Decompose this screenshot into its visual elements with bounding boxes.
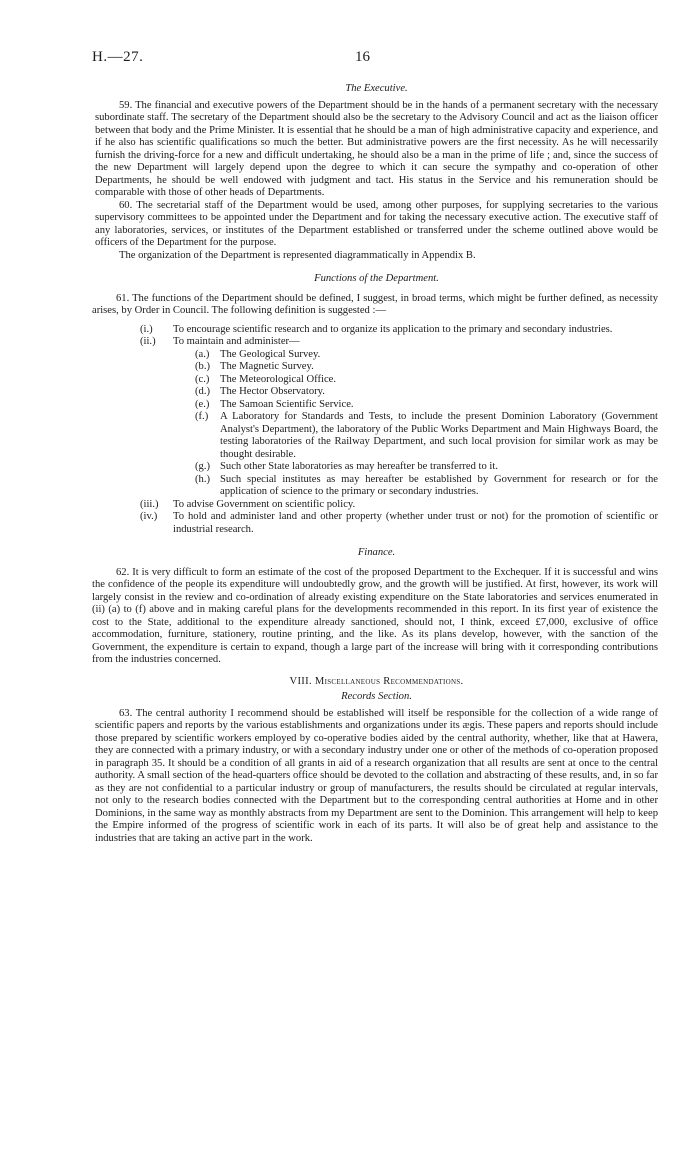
sub-list-item-text: Such other State laboratories as may hereafter be transferred to it. — [220, 461, 498, 472]
heading-records-section: Records Section. — [341, 691, 412, 702]
sub-list-item-text: The Geological Survey. — [220, 348, 321, 360]
paragraph-61: 61. The functions of the Department should be defined, I suggest, in broad terms, which might be further defined, as necessity arises, by Order in Council. The following definition is suggested :— — [92, 292, 658, 316]
sub-list-item — [195, 399, 658, 412]
sub-list-item-text: The Hector Observatory. — [220, 386, 325, 397]
list-item-text: To encourage scientific research and to organize its application to the primary and secondary industries. — [173, 323, 613, 335]
sub-list-item — [195, 411, 658, 461]
heading-executive: The Executive. — [345, 83, 408, 94]
list-item-text: To hold and administer land and other property (whether under trust or not) for the promotion of scientific or industrial research. — [173, 511, 658, 535]
page-number: 16 — [355, 49, 370, 65]
sub-list-item-text: Such special institutes as may hereafter be established by Government for research or for the application of science to the primary or secondary industries. — [220, 473, 658, 497]
section-title-text: Miscellaneous Recommendations. — [314, 675, 464, 687]
section-numeral: VIII. — [289, 675, 312, 687]
sub-list-item — [195, 361, 658, 374]
list-item-text: To advise Government on scientific policy. — [173, 498, 356, 510]
sub-list-item-label: (f.) — [195, 411, 209, 422]
sub-list-item — [195, 461, 658, 474]
sub-list-item-label: (b.) — [195, 361, 211, 372]
sub-list-item-text: The Meteorological Office. — [220, 373, 336, 385]
sub-list-item-label: (d.) — [195, 386, 211, 397]
paragraph-62: 62. It is very difficult to form an estimate of the cost of the proposed Department to the Exchequer. If it is successful and wins the confidence of the people its expenditure will undoubtedly grow, and the growth will be justified. At first, however, its work will largely consist in the review and co-ordination of already existing expenditure on the State laboratories and services enumerated in (ii) (a) to (f) above and in making careful plans for the developments recommended in this report. In its first year of existence the cost to the State, additional to the expenditure already sanctioned, should not, I think, exceed £7,000, exclusive of office accommodation, furniture, stationery, routine printing, and the like. As its plans develop, however, with the sanction of the Government, the expenditure is certain to expand, though a large part of the increase will bring with it corresponding contributions from the industries concerned. — [92, 566, 658, 665]
sub-list-item-text: The Samoan Scientific Service. — [220, 398, 354, 410]
list-item-label: (ii.) — [140, 336, 156, 347]
document-reference: H.—27. — [92, 49, 144, 65]
heading-finance: Finance. — [357, 547, 396, 558]
heading-functions: Functions of the Department. — [314, 273, 439, 284]
sub-list-item-label: (e.) — [195, 398, 210, 410]
list-item — [140, 499, 658, 512]
sub-list-item-text: A Laboratory for Standards and Tests, to include the present Dominion Laboratory (Government Analyst's Department), the laboratory of the Public Works Department and Main Highways Board, the testing laboratories of the Railway Department, and such local provision for similar work as may be thought desirable. — [220, 411, 658, 460]
page-body — [92, 83, 658, 845]
sub-list-item-text: The Magnetic Survey. — [220, 361, 314, 372]
sub-list-item-label: (g.) — [195, 461, 211, 472]
sub-list-item — [195, 374, 658, 387]
sub-list-item-label: (h.) — [195, 473, 211, 485]
sub-list-item — [195, 474, 658, 499]
paragraph-60: 60. The secretarial staff of the Department would be used, among other purposes, for supplying secretaries to the various supervisory committees to be appointed under the Department and for taking the necessary executive action. The executive staff of any laboratories, services, or institutes of the Department established or transferred under the scheme outlined above would be officers of the Department for the purpose. — [95, 199, 658, 248]
list-item — [140, 511, 658, 536]
sub-list-item — [195, 349, 658, 362]
paragraph-organization: The organization of the Department is represented diagrammatically in Appendix B. — [119, 249, 476, 261]
list-item-label: (iv.) — [140, 511, 158, 522]
sub-list-item — [195, 386, 658, 399]
list-item-text: To maintain and administer— — [173, 336, 300, 347]
sub-list-item-label: (a.) — [195, 348, 210, 360]
list-item-label: (iii.) — [140, 498, 159, 510]
list-item — [140, 324, 658, 337]
paragraph-59: 59. The financial and executive powers of the Department should be in the hands of a permanent secretary with the necessary subordinate staff. The secretary of the Department should also be the secretary to the Advisory Council and act as the liaison officer between that body and the Prime Minister. It is essential that he should be a man of high administrative capacity and experience, and if he also has scientific qualifications so much the better. But administrative powers are the first necessity. As he will necessarily furnish the driving-force for a new and difficult undertaking, he should also be a man in the prime of life ; and, since the success of the new Department will largely depend upon the degree to which it can secure the sympathy and co-operation of other Departments, he should be well endowed with judgment and tact. His status in the Service and his remuneration should be comparable with those of other heads of Departments. — [95, 99, 658, 198]
section-title-viii — [95, 676, 658, 689]
list-item-label: (i.) — [140, 323, 153, 335]
paragraph-63: 63. The central authority I recommend should be established will itself be responsible for the collection of a wide range of scientific papers and reports by the various establishments and organizations under its ægis. These papers and reports should include those prepared by scientific workers employed by co-operative bodies aided by the central authority, whether, like that at Hawera, they are connected with a primary industry, or with a secondary industry under one or other of the methods of co-operation proposed in paragraph 35. It should be a condition of all grants in aid of a research organization that all results are sent at once to the central authority. A small section of the head-quarters office should be devoted to the collation and abstracting of these results, and, in so far as they are not confidential to a particular industry or group of manufacturers, the results should be circulated at regular intervals, not only to the research bodies connected with the Department but to the corresponding central authorities at Home and in other Dominions, in the same way as monthly abstracts from my Department are sent to the Dominion. This arrangement will help to keep the Empire informed of the progress of scientific work in each of its parts. It will also be of great help and assistance to the industries that are taking an active part in the work. — [95, 707, 658, 844]
sub-list-item-label: (c.) — [195, 373, 210, 385]
list-item — [140, 336, 658, 349]
